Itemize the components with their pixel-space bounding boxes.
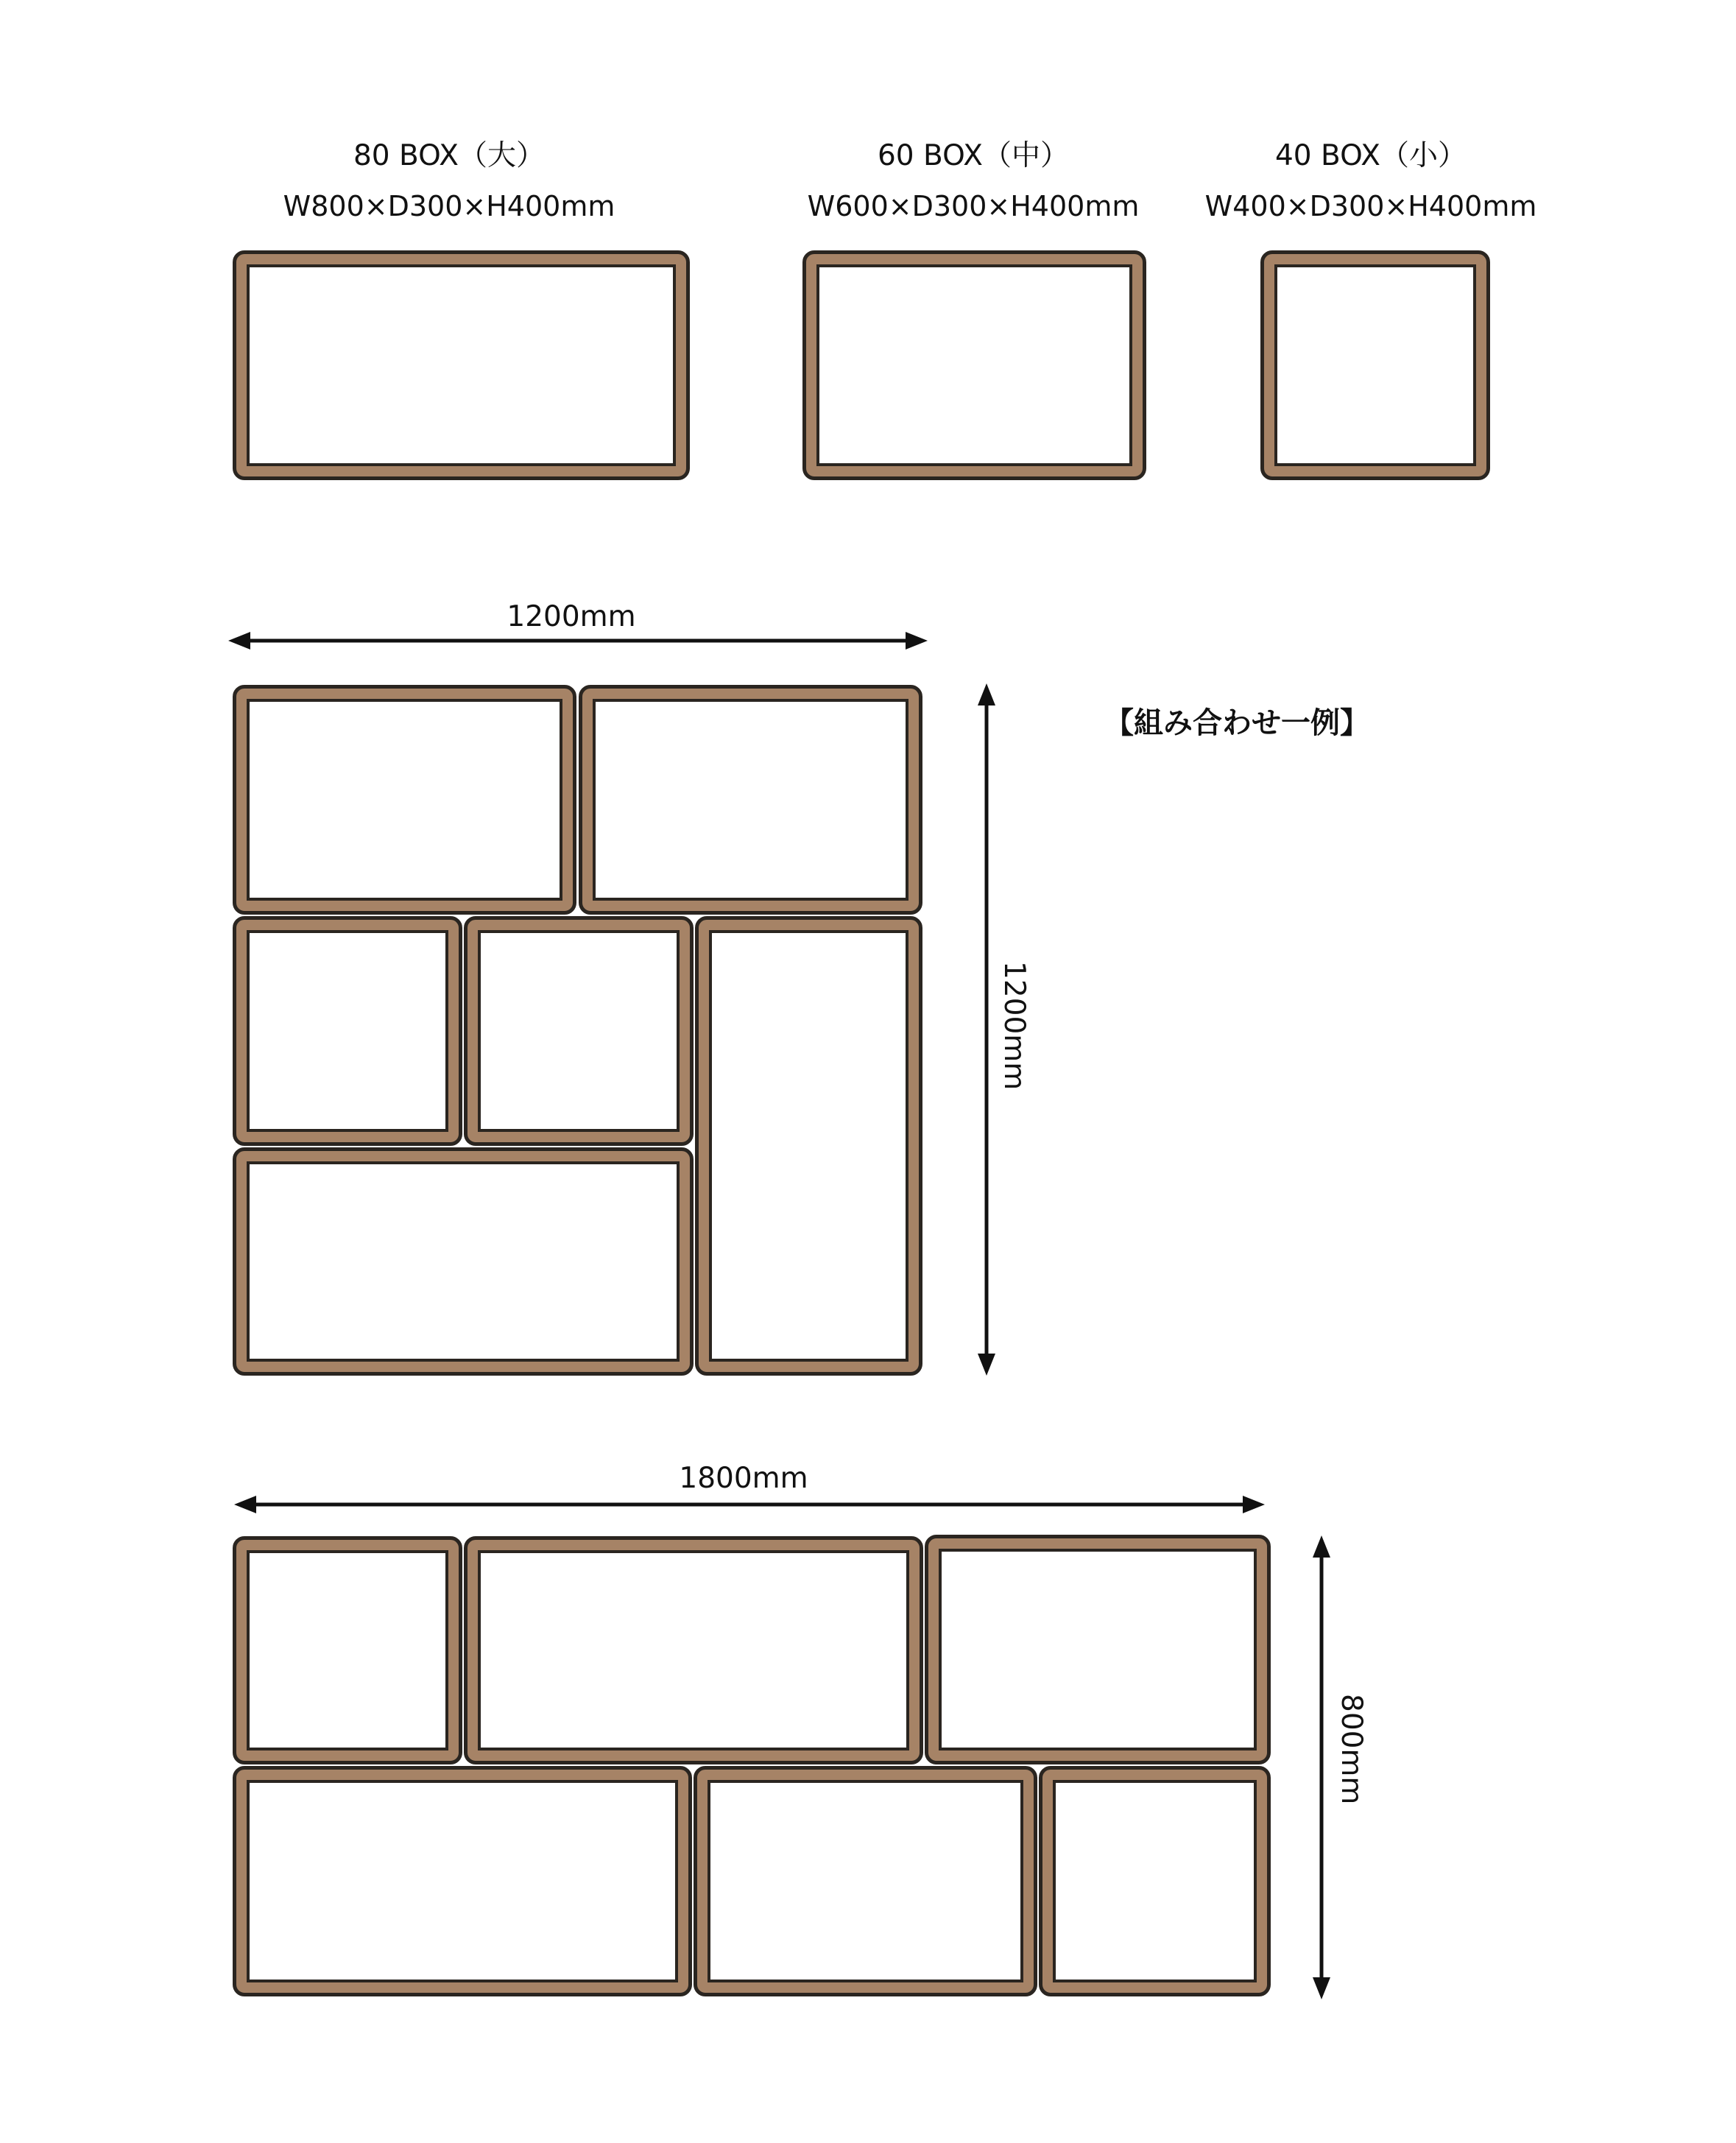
layout2-width-label: 1800mm	[679, 1462, 808, 1495]
box-80-size: W800×D300×H400mm	[283, 190, 615, 222]
layout1-box-60-top-right	[579, 685, 922, 915]
layout2-box-60-bottom-middle	[694, 1766, 1037, 1996]
layout1-height-label: 1200mm	[998, 961, 1031, 1091]
layout2-height-arrow	[1307, 1535, 1336, 1999]
layout1-box-40-middle	[464, 916, 694, 1146]
layout2-box-80-bottom-left	[233, 1766, 692, 1996]
box-60-size: W600×D300×H400mm	[807, 190, 1140, 222]
layout2-box-80-top-middle	[464, 1536, 923, 1764]
layout1-box-60-top-left	[233, 685, 576, 915]
layout2-box-40-top-left	[233, 1536, 462, 1764]
box-80-name: 80 BOX（大）	[353, 139, 546, 172]
layout1-width-label: 1200mm	[507, 600, 636, 633]
layout2-width-arrow	[234, 1490, 1265, 1519]
layout1-box-80-vertical	[695, 916, 922, 1376]
box-40-name: 40 BOX（小）	[1274, 139, 1467, 172]
layout2-box-40-bottom-right	[1039, 1766, 1271, 1996]
box-40-illustration	[1260, 250, 1490, 480]
box-80-illustration	[233, 250, 690, 480]
box-60-illustration	[802, 250, 1146, 480]
box-60-name: 60 BOX（中）	[877, 139, 1070, 172]
layout1-height-arrow	[972, 683, 1001, 1376]
box-40-size: W400×D300×H400mm	[1204, 190, 1537, 222]
layout1-width-arrow	[228, 626, 928, 655]
layout2-box-60-top-right	[925, 1535, 1271, 1764]
layout1-box-80-bottom	[233, 1147, 694, 1376]
example-title: 【組み合わせ一例】	[1104, 706, 1369, 740]
layout1-box-40-left	[233, 916, 462, 1146]
layout2-height-label: 800mm	[1335, 1694, 1368, 1805]
